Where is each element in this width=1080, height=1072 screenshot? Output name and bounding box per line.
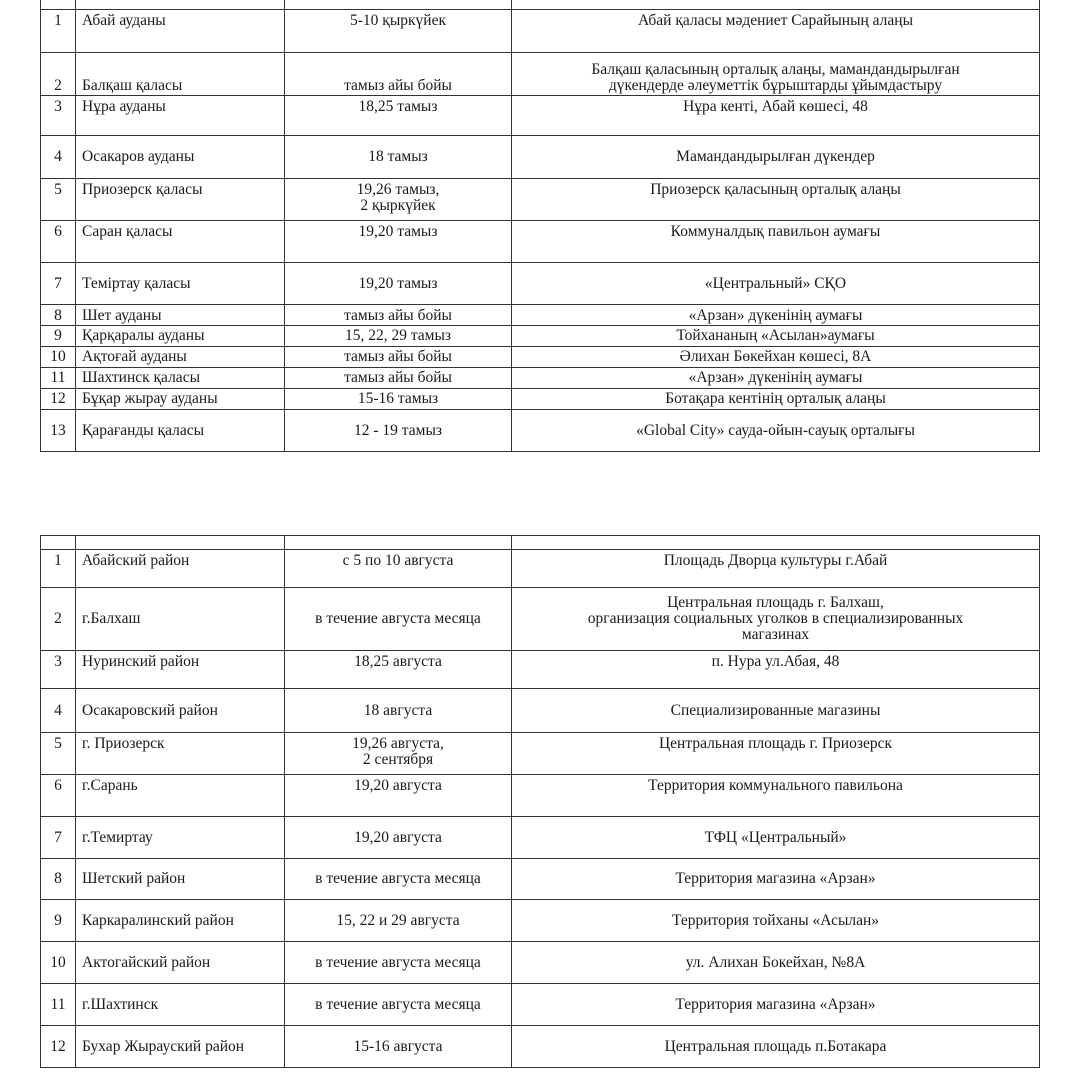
table-row — [41, 775, 1040, 817]
table-row — [41, 96, 1040, 136]
date-cell: 15, 22 и 29 августа — [285, 900, 512, 942]
header-cell — [512, 536, 1040, 550]
row-number: 8 — [41, 305, 76, 326]
place-cell: Специализированные магазины — [512, 689, 1040, 733]
district-name: Актогайский район — [76, 942, 285, 984]
date-cell: в течение августа месяца — [285, 859, 512, 900]
district-name: г. Приозерск — [76, 733, 285, 775]
date-cell: в течение августа месяца — [285, 942, 512, 984]
date-cell: 19,20 августа — [285, 817, 512, 859]
date-cell: 19,20 августа — [285, 775, 512, 817]
row-number: 7 — [41, 263, 76, 305]
table-row — [41, 368, 1040, 389]
table-row — [41, 179, 1040, 221]
table-row — [41, 410, 1040, 452]
table-row — [41, 136, 1040, 179]
place-cell: ТФЦ «Центральный» — [512, 817, 1040, 859]
district-name: Қарағанды қаласы — [76, 410, 285, 452]
date-cell: тамыз айы бойы — [285, 347, 512, 368]
row-number: 11 — [41, 984, 76, 1026]
place-cell: Ботақара кентінің орталық алаңы — [512, 389, 1040, 410]
row-number: 5 — [41, 179, 76, 221]
date-cell: 18 тамыз — [285, 136, 512, 179]
date-cell: 19,20 тамыз — [285, 221, 512, 263]
header-cell — [285, 0, 512, 10]
date-cell: в течение августа месяца — [285, 984, 512, 1026]
table-row — [41, 389, 1040, 410]
district-name: Ақтоғай ауданы — [76, 347, 285, 368]
place-cell: Территория магазина «Арзан» — [512, 984, 1040, 1026]
district-name: Приозерск қаласы — [76, 179, 285, 221]
table-row — [41, 651, 1040, 689]
place-cell: Центральная площадь г. Приозерск — [512, 733, 1040, 775]
district-name: г.Темиртау — [76, 817, 285, 859]
row-number: 2 — [41, 53, 76, 96]
row-number: 10 — [41, 347, 76, 368]
place-cell: «Арзан» дүкенінің аумағы — [512, 368, 1040, 389]
table-header-row — [41, 536, 1040, 550]
header-cell — [285, 536, 512, 550]
date-cell: в течение августа месяца — [285, 588, 512, 651]
table-row — [41, 689, 1040, 733]
row-number: 3 — [41, 651, 76, 689]
district-name: Теміртау қаласы — [76, 263, 285, 305]
district-name: Шахтинск қаласы — [76, 368, 285, 389]
header-cell — [76, 0, 285, 10]
row-number: 3 — [41, 96, 76, 136]
row-number: 2 — [41, 588, 76, 651]
row-number: 13 — [41, 410, 76, 452]
place-cell: «Центральный» СҚО — [512, 263, 1040, 305]
district-name: Каркаралинский район — [76, 900, 285, 942]
table-row — [41, 263, 1040, 305]
district-name: г.Сарань — [76, 775, 285, 817]
place-cell: «Арзан» дүкенінің аумағы — [512, 305, 1040, 326]
place-cell: Территория тойханы «Асылан» — [512, 900, 1040, 942]
row-number: 8 — [41, 859, 76, 900]
row-number: 5 — [41, 733, 76, 775]
row-number: 11 — [41, 368, 76, 389]
place-cell: Мамандандырылған дүкендер — [512, 136, 1040, 179]
date-cell: 15-16 августа — [285, 1026, 512, 1068]
row-number: 1 — [41, 10, 76, 53]
place-cell: «Global City» сауда-ойын-сауық орталығы — [512, 410, 1040, 452]
header-cell — [76, 536, 285, 550]
row-number: 7 — [41, 817, 76, 859]
district-name: Абай ауданы — [76, 10, 285, 53]
place-cell: Приозерск қаласының орталық алаңы — [512, 179, 1040, 221]
place-cell: Әлихан Бөкейхан көшесі, 8А — [512, 347, 1040, 368]
place-cell: Коммуналдық павильон аумағы — [512, 221, 1040, 263]
kazakh-schedule-table — [40, 0, 1040, 452]
table-row — [41, 859, 1040, 900]
row-number: 1 — [41, 550, 76, 588]
place-cell: Нұра кенті, Абай көшесі, 48 — [512, 96, 1040, 136]
district-name: Шет ауданы — [76, 305, 285, 326]
table-row — [41, 984, 1040, 1026]
district-name: г.Шахтинск — [76, 984, 285, 1026]
district-name: Бұқар жырау ауданы — [76, 389, 285, 410]
district-name: Шетский район — [76, 859, 285, 900]
date-cell: 15, 22, 29 тамыз — [285, 326, 512, 347]
place-cell: ул. Алихан Бокейхан, №8А — [512, 942, 1040, 984]
district-name: Бухар Жырауский район — [76, 1026, 285, 1068]
row-number: 12 — [41, 389, 76, 410]
table-row — [41, 221, 1040, 263]
date-cell: 18 августа — [285, 689, 512, 733]
row-number: 9 — [41, 326, 76, 347]
table-row — [41, 550, 1040, 588]
date-cell: 19,20 тамыз — [285, 263, 512, 305]
header-cell — [41, 536, 76, 550]
district-name: Осакаровский район — [76, 689, 285, 733]
table-row — [41, 53, 1040, 96]
row-number: 10 — [41, 942, 76, 984]
place-cell: Территория магазина «Арзан» — [512, 859, 1040, 900]
district-name: Саран қаласы — [76, 221, 285, 263]
table-row — [41, 942, 1040, 984]
place-cell: п. Нура ул.Абая, 48 — [512, 651, 1040, 689]
table-row — [41, 817, 1040, 859]
table-header-row — [41, 0, 1040, 10]
table-row — [41, 1026, 1040, 1068]
date-cell: 15-16 тамыз — [285, 389, 512, 410]
district-name: Қарқаралы ауданы — [76, 326, 285, 347]
table-row — [41, 733, 1040, 775]
header-cell — [512, 0, 1040, 10]
row-number: 9 — [41, 900, 76, 942]
date-cell: 19,26 тамыз, 2 қыркүйек — [285, 179, 512, 221]
row-number: 6 — [41, 775, 76, 817]
table-row — [41, 588, 1040, 651]
date-cell: тамыз айы бойы — [285, 305, 512, 326]
place-cell: Тойхананың «Асылан»аумағы — [512, 326, 1040, 347]
date-cell: тамыз айы бойы — [285, 53, 512, 96]
table-row — [41, 10, 1040, 53]
date-cell: 18,25 августа — [285, 651, 512, 689]
district-name: г.Балхаш — [76, 588, 285, 651]
row-number: 12 — [41, 1026, 76, 1068]
date-cell: 18,25 тамыз — [285, 96, 512, 136]
date-cell: 12 - 19 тамыз — [285, 410, 512, 452]
place-cell: Балқаш қаласының орталық алаңы, мамандандырылған дүкендерде әлеуметтік бұрыштарды ұйымдастыру — [512, 53, 1040, 96]
row-number: 6 — [41, 221, 76, 263]
district-name: Нұра ауданы — [76, 96, 285, 136]
header-cell — [41, 0, 76, 10]
row-number: 4 — [41, 136, 76, 179]
date-cell: с 5 по 10 августа — [285, 550, 512, 588]
row-number: 4 — [41, 689, 76, 733]
place-cell: Площадь Дворца культуры г.Абай — [512, 550, 1040, 588]
place-cell: Центральная площадь г. Балхаш, организация социальных уголков в специализированных магазинах — [512, 588, 1040, 651]
table-row — [41, 347, 1040, 368]
date-cell: тамыз айы бойы — [285, 368, 512, 389]
russian-schedule-table — [40, 535, 1040, 1068]
district-name: Осакаров ауданы — [76, 136, 285, 179]
date-cell: 5-10 қыркүйек — [285, 10, 512, 53]
place-cell: Территория коммунального павильона — [512, 775, 1040, 817]
place-cell: Абай қаласы мәдениет Сарайының алаңы — [512, 10, 1040, 53]
table-row — [41, 900, 1040, 942]
date-cell: 19,26 августа, 2 сентября — [285, 733, 512, 775]
district-name: Балқаш қаласы — [76, 53, 285, 96]
table-row — [41, 326, 1040, 347]
district-name: Нуринский район — [76, 651, 285, 689]
table-row — [41, 305, 1040, 326]
place-cell: Центральная площадь п.Ботакара — [512, 1026, 1040, 1068]
district-name: Абайский район — [76, 550, 285, 588]
